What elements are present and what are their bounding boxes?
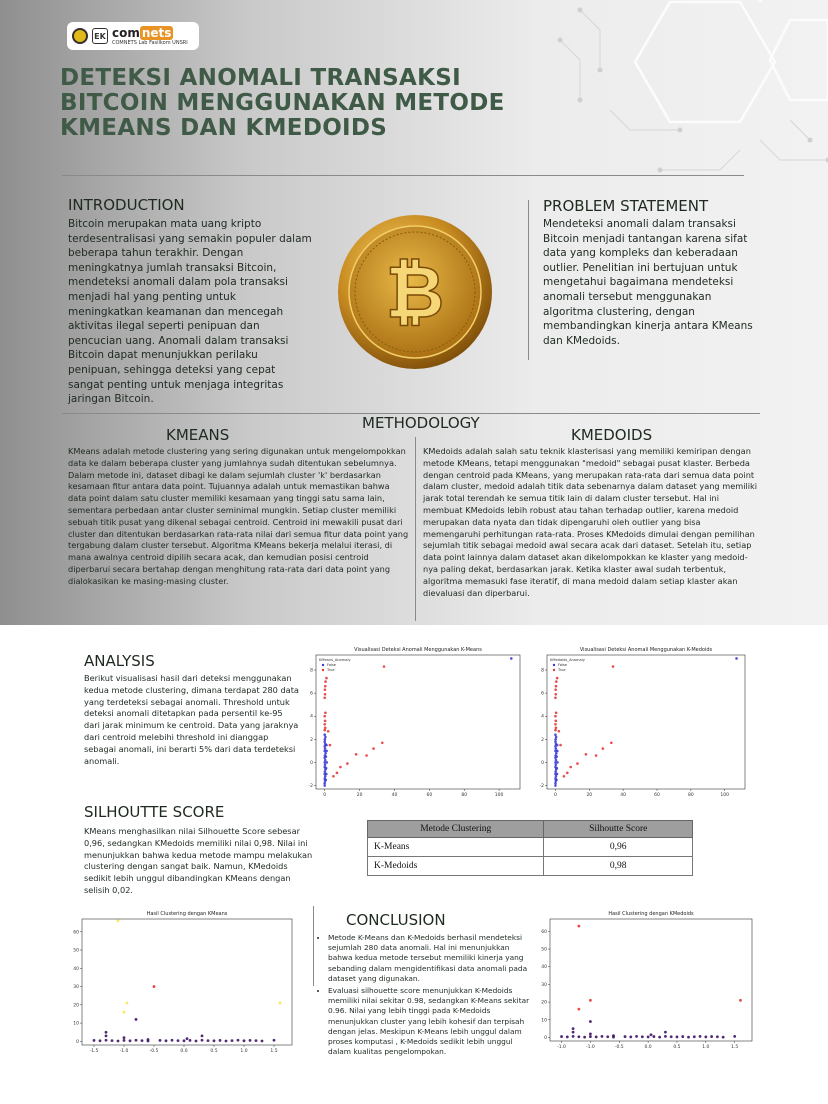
- legend-marker: [553, 664, 555, 666]
- data-point: [324, 680, 327, 683]
- data-point: [249, 1039, 252, 1042]
- data-point: [117, 1040, 120, 1043]
- data-point: [739, 999, 742, 1002]
- x-tick-label: 20: [586, 793, 593, 798]
- data-point: [576, 762, 579, 765]
- data-point: [129, 1039, 132, 1042]
- data-point: [325, 773, 328, 776]
- y-tick-label: 6: [310, 691, 313, 697]
- data-point: [556, 750, 559, 753]
- data-point: [555, 752, 558, 755]
- data-point: [123, 1039, 126, 1042]
- data-point: [324, 736, 327, 739]
- data-point: [664, 1035, 667, 1038]
- y-tick-label: -2: [539, 784, 544, 790]
- data-point: [556, 744, 559, 747]
- x-tick-label: -0.5: [614, 1045, 624, 1050]
- data-point: [563, 775, 566, 778]
- data-point: [325, 767, 328, 770]
- data-point: [126, 1002, 129, 1005]
- data-point: [710, 1035, 713, 1038]
- data-point: [555, 755, 558, 758]
- data-point: [589, 1035, 592, 1038]
- data-point: [602, 747, 605, 750]
- y-tick-label: 10: [541, 1018, 547, 1024]
- y-tick-label: 50: [541, 947, 547, 953]
- data-point: [629, 1036, 632, 1039]
- table-header-score: Silhoutte Score: [544, 821, 693, 838]
- data-point: [325, 677, 328, 680]
- plot-frame: [547, 655, 745, 789]
- legend-label: False: [327, 663, 337, 667]
- kmeans-cluster-chart: [68, 909, 298, 1059]
- hexagon-decoration: [540, 0, 828, 180]
- data-point: [716, 1035, 719, 1038]
- data-point: [201, 1034, 204, 1037]
- plot-frame: [550, 919, 752, 1041]
- brand-name: com nets: [112, 26, 172, 40]
- data-point: [555, 736, 558, 739]
- data-point: [554, 770, 557, 773]
- y-tick-label: -2: [308, 784, 313, 790]
- data-point: [141, 1039, 144, 1042]
- kmeans-heading: KMEANS: [166, 426, 230, 444]
- y-tick-label: 0: [544, 1035, 547, 1041]
- kmedoids-text: KMedoids adalah salah satu teknik klasterisasi yang memiliki kemiripan dengan metode KMeans, tetapi menggunakan "medoid" sebagai pusat klaster. Berbeda dengan centroid pada KMeans, yang merupakan rata-rata dari semua data point dalam cluster, medoid adalah titik data sebenarnya dalam dataset yang memiliki jarak total terendah ke semua titik lain di dalam cluster tersebut. Hal ini membuat KMedoids lebih robust atau tahan terhadap outlier, karena medoid merupakan data nyata dan tidak dipengaruhi oleh outlier yang bisa memengaruhi perhitungan rata-rata. Proses KMedoids dimulai dengan pemilihan sejumlah titik sebagai medoid awal secara acak dari dataset. Setelah itu, setiap data point lainnya dalam dataset akan dikelompokkan ke klaster yang medoid-nya paling dekat, berdasarkan jarak. Ketika klaster awal sudah terbentuk, algoritma memasuki fase iteratif, di mana medoid dalam setiap klaster akan dievaluasi dan diperbarui.: [423, 446, 758, 598]
- data-point: [601, 1035, 604, 1038]
- chart-title: Hasil Clustering dengan KMeans: [146, 911, 228, 917]
- y-tick-label: 50: [73, 948, 79, 954]
- university-seal-icon: [72, 28, 88, 44]
- conclusion-divider: [313, 906, 314, 986]
- data-point: [658, 1036, 661, 1039]
- data-point: [681, 1035, 684, 1038]
- table-cell-method: K-Means: [368, 838, 544, 857]
- data-point: [237, 1039, 240, 1042]
- data-point: [105, 1034, 108, 1037]
- data-point: [323, 784, 326, 787]
- y-tick-label: 10: [73, 1021, 79, 1027]
- kmedoids-cluster-chart: [536, 909, 758, 1055]
- data-point: [693, 1035, 696, 1038]
- data-point: [555, 747, 558, 750]
- data-point: [555, 775, 558, 778]
- data-point: [722, 1036, 725, 1039]
- table-cell-method: K-Medoids: [368, 857, 544, 876]
- data-point: [324, 711, 327, 714]
- list-item: • Evaluasi silhouette score menunjukkan K-Medoids memiliki nilai sekitar 0.98, sedangkan K-Means sekitar 0.96. Nilai yang lebih tinggi pada K-Medoids menunjukkan cluster yang lebih kohesif dan terpisah dengan jelas. Meskipun K-Means lebih unggul dalam proses komputasi , K-Medoids sedikit lebih unggul dalam kualitas pengelompokan.: [328, 986, 530, 1057]
- data-point: [554, 733, 557, 736]
- data-point: [195, 1040, 198, 1043]
- data-point: [566, 1036, 569, 1039]
- x-tick-label: 1.0: [240, 1049, 248, 1054]
- introduction-heading: INTRODUCTION: [68, 196, 185, 214]
- x-tick-label: 0: [554, 793, 557, 798]
- poster-title: DETEKSI ANOMALI TRANSAKSI BITCOIN MENGGUNAKAN METODE KMEANS DAN KMEDOIDS: [60, 65, 505, 141]
- bitcoin-coin-icon: [336, 213, 494, 371]
- table-header-row: [368, 821, 693, 838]
- x-tick-label: 100: [720, 793, 729, 798]
- legend-marker: [322, 664, 324, 666]
- x-tick-label: 0: [323, 793, 327, 798]
- x-tick-label: 1.0: [702, 1045, 710, 1050]
- y-tick-label: 20: [541, 1000, 547, 1006]
- data-point: [279, 1002, 282, 1005]
- x-tick-label: 60: [654, 793, 660, 798]
- plot-frame: [82, 919, 292, 1045]
- data-point: [556, 773, 559, 776]
- data-point: [165, 1039, 168, 1042]
- legend-label: True: [558, 668, 566, 672]
- problem-divider: [528, 200, 529, 360]
- data-point: [554, 784, 557, 787]
- x-tick-label: 0.5: [673, 1045, 681, 1050]
- data-point: [105, 1031, 108, 1034]
- data-point: [355, 753, 358, 756]
- problem-heading: PROBLEM STATEMENT: [543, 197, 709, 215]
- x-tick-label: -0.5: [149, 1049, 159, 1054]
- data-point: [372, 747, 375, 750]
- kmedoids-heading: KMEDOIDS: [571, 426, 653, 444]
- data-point: [153, 985, 156, 988]
- plot-frame: [316, 655, 520, 789]
- data-point: [559, 744, 562, 747]
- data-point: [647, 1036, 650, 1039]
- data-point: [555, 726, 558, 729]
- data-point: [664, 1031, 667, 1034]
- data-point: [323, 729, 326, 732]
- data-point: [243, 1039, 246, 1042]
- data-point: [324, 693, 327, 696]
- analysis-text: Berikut visualisasi hasil dari deteksi menggunakan kedua metode clustering, dimana terdapat 280 data yang terdeteksi sebagai anomali. Threshold untuk deteksi anomali ditetapkan pada persentil ke-95 dari jarak minimum ke centroid. Data yang jaraknya dari centroid melebihi threshold ini dianggap sebagai anomali, ini berarti 5% dari data terdeteksi anomali.: [84, 673, 299, 766]
- data-point: [554, 688, 557, 691]
- data-point: [123, 1036, 126, 1039]
- x-tick-label: 0.0: [644, 1045, 652, 1050]
- legend-marker: [553, 669, 555, 671]
- data-point: [704, 1036, 707, 1039]
- data-point: [555, 685, 558, 688]
- y-tick-label: 2: [310, 737, 313, 743]
- methodology-heading: METHODOLOGY: [362, 414, 480, 432]
- data-point: [733, 1035, 736, 1038]
- x-tick-label: 0.5: [210, 1049, 218, 1054]
- data-point: [572, 1035, 575, 1038]
- data-point: [555, 711, 558, 714]
- lab-logo: [67, 22, 199, 50]
- data-point: [641, 1035, 644, 1038]
- data-point: [324, 747, 327, 750]
- x-tick-label: 100: [494, 793, 504, 798]
- y-tick-label: 0: [310, 760, 313, 766]
- title-divider: [62, 175, 744, 176]
- data-point: [323, 723, 326, 726]
- data-point: [324, 752, 327, 755]
- table-row: [368, 857, 693, 876]
- data-point: [510, 657, 513, 660]
- problem-text: Mendeteksi anomali dalam transaksi Bitcoin menjadi tantangan karena sifat data yang kompleks dan keberadaan outlier. Penelitian ini bertujuan untuk mengetahui bagaimana mendeteksi anomali tersebut menggunakan algoritma clustering, dengan membandingkan kinerja antara KMeans dan KMedoids.: [543, 218, 753, 347]
- data-point: [556, 677, 559, 680]
- data-point: [219, 1039, 222, 1042]
- data-point: [231, 1039, 234, 1042]
- brand-subtitle: COMNETS Lab Fasilkom UNSRI: [112, 40, 188, 46]
- data-point: [558, 730, 561, 733]
- x-tick-label: -1.0: [586, 1045, 595, 1050]
- data-point: [255, 1039, 258, 1042]
- y-tick-label: 4: [310, 714, 313, 720]
- data-point: [577, 1035, 580, 1038]
- x-tick-label: -1.0: [557, 1045, 566, 1050]
- data-point: [569, 766, 572, 769]
- data-point: [554, 715, 557, 718]
- data-point: [566, 772, 569, 775]
- analysis-heading: ANALYSIS: [84, 652, 155, 670]
- data-point: [555, 763, 558, 766]
- data-point: [554, 723, 557, 726]
- data-point: [589, 999, 592, 1002]
- data-point: [105, 1039, 108, 1042]
- data-point: [589, 1020, 592, 1023]
- methodology-column-divider: [415, 437, 416, 621]
- data-point: [555, 693, 558, 696]
- data-point: [147, 1038, 150, 1041]
- data-point: [676, 1036, 679, 1039]
- data-point: [652, 1035, 655, 1038]
- data-point: [201, 1039, 204, 1042]
- faculty-seal-icon: EK: [92, 28, 108, 44]
- data-point: [735, 657, 738, 660]
- x-tick-label: 40: [391, 793, 398, 798]
- data-point: [595, 754, 598, 757]
- data-point: [325, 755, 328, 758]
- data-point: [135, 1039, 138, 1042]
- data-point: [123, 1011, 126, 1014]
- y-tick-label: 2: [541, 737, 544, 743]
- y-tick-label: 8: [541, 668, 544, 674]
- x-tick-label: 80: [687, 793, 694, 798]
- y-tick-label: 60: [73, 930, 79, 936]
- data-point: [687, 1036, 690, 1039]
- data-point: [699, 1035, 702, 1038]
- y-tick-label: 30: [73, 985, 79, 991]
- data-point: [323, 740, 326, 743]
- y-tick-label: 60: [541, 929, 547, 935]
- data-point: [159, 1039, 162, 1042]
- data-point: [213, 1039, 216, 1042]
- data-point: [99, 1039, 102, 1042]
- data-point: [606, 1035, 609, 1038]
- data-point: [324, 775, 327, 778]
- data-point: [383, 665, 386, 668]
- x-tick-label: 1.5: [731, 1045, 739, 1050]
- data-point: [336, 772, 339, 775]
- data-point: [329, 744, 332, 747]
- table-header-method: Metode Clustering: [368, 821, 544, 838]
- data-point: [324, 685, 327, 688]
- data-point: [583, 1036, 586, 1039]
- data-point: [261, 1040, 264, 1043]
- introduction-text: Bitcoin merupakan mata uang kripto terdesentralisasi yang semakin populer dalam beberapa tahun terakhir. Dengan meningkatnya jumlah transaksi Bitcoin, mendeteksi anomali dalam pola transaksi menjadi hal yang penting untuk meningkatkan keamanan dan mencegah aktivitas ilegal seperti penipuan dan pencucian uang. Anomali dalam transaksi Bitcoin dapat menunjukkan perilaku penipuan, sehingga deteksi yang cepat sangat penting untuk menjaga integritas jaringan Bitcoin.: [68, 218, 312, 406]
- data-point: [323, 733, 326, 736]
- data-point: [327, 730, 330, 733]
- data-point: [610, 741, 613, 744]
- data-point: [171, 1039, 174, 1042]
- data-point: [324, 763, 327, 766]
- data-point: [324, 738, 327, 741]
- table-cell-score: 0,98: [544, 857, 693, 876]
- y-tick-label: 8: [310, 668, 313, 674]
- x-tick-label: 0.0: [180, 1049, 188, 1054]
- chart-title: Visualisasi Deteksi Anomali Menggunakan K-Means: [354, 647, 482, 653]
- data-point: [670, 1035, 673, 1038]
- y-tick-label: 20: [73, 1003, 79, 1009]
- data-point: [332, 775, 335, 778]
- data-point: [323, 782, 326, 785]
- y-tick-label: 30: [541, 982, 547, 988]
- x-tick-label: 20: [356, 793, 363, 798]
- x-tick-label: 1.5: [270, 1049, 278, 1054]
- y-tick-label: 40: [73, 966, 79, 972]
- data-point: [381, 741, 384, 744]
- data-point: [177, 1039, 180, 1042]
- table-row: [368, 838, 693, 857]
- data-point: [555, 778, 558, 781]
- x-tick-label: -1.5: [89, 1049, 99, 1054]
- data-point: [554, 740, 557, 743]
- data-point: [117, 919, 120, 922]
- data-point: [555, 680, 558, 683]
- data-point: [186, 1037, 189, 1040]
- y-tick-label: 4: [541, 714, 544, 720]
- data-point: [585, 753, 588, 756]
- data-point: [183, 1039, 186, 1042]
- data-point: [324, 778, 327, 781]
- data-point: [650, 1033, 653, 1036]
- data-point: [555, 720, 558, 723]
- legend-label: True: [327, 668, 335, 672]
- kmeans-text: KMeans adalah metode clustering yang sering digunakan untuk mengelompokkan data ke dalam beberapa cluster yang jumlahnya sudah ditentukan sebelumnya. Dalam metode ini, dataset dibagi ke dalam sejumlah cluster 'k' berdasarkan kesamaan fitur antara data point. Tujuannya adalah untuk memastikan bahwa data point dalam satu cluster memiliki kesamaan yang tinggi satu sama lain, sementara perbedaan antar cluster seminimal mungkin. Setiap cluster memiliki sebuah titik pusat yang dikenal sebagai centroid. Centroid ini mewakili pusat dari cluster dan ditentukan berdasarkan rata-rata nilai dari semua fitur data point yang tergabung dalam cluster tersebut. Algoritma KMeans bekerja melalui iterasi, di mana awalnya centroid dipilih secara acak, dan kemudian posisi centroid diperbarui secara bertahap dengan menghitung rata-rata dari data point yang dialokasikan ke masing-masing cluster.: [68, 446, 409, 586]
- silhouette-table: [367, 820, 693, 876]
- data-point: [560, 1035, 563, 1038]
- data-point: [612, 665, 615, 668]
- svg-text:₿: ₿: [385, 250, 445, 334]
- data-point: [365, 754, 368, 757]
- legend-title: KMedoids_Anomaly: [550, 658, 585, 662]
- silhouette-text: KMeans menghasilkan nilai Silhouette Score sebesar 0,96, sedangkan KMedoids memiliki nilai 0,98. Nilai ini menunjukkan bahwa kedua metode mampu melakukan clustering dengan sangat baik. Namun, KMedoids sedikit lebih unggul dibandingkan KMeans dengan selisih 0,02.: [84, 826, 313, 895]
- chart-title: Hasil Clustering dengan KMedoids: [608, 911, 694, 917]
- data-point: [554, 782, 557, 785]
- data-point: [324, 688, 327, 691]
- y-tick-label: 40: [541, 965, 547, 971]
- data-point: [635, 1035, 638, 1038]
- y-tick-label: 6: [541, 691, 544, 697]
- data-point: [556, 767, 559, 770]
- legend-marker: [322, 669, 324, 671]
- data-point: [554, 729, 557, 732]
- y-tick-label: 0: [76, 1039, 79, 1045]
- legend-label: False: [558, 663, 568, 667]
- data-point: [339, 766, 342, 769]
- data-point: [554, 738, 557, 741]
- conclusion-heading: CONCLUSION: [346, 911, 446, 929]
- lab-brand: [112, 26, 188, 46]
- data-point: [577, 925, 580, 928]
- data-point: [324, 720, 327, 723]
- data-point: [225, 1040, 228, 1043]
- data-point: [111, 1039, 114, 1042]
- kmeans-anomaly-chart: [300, 643, 528, 803]
- kmedoids-anomaly-chart: [533, 643, 753, 803]
- data-point: [324, 759, 327, 762]
- data-point: [323, 715, 326, 718]
- data-point: [207, 1039, 210, 1042]
- data-point: [93, 1039, 96, 1042]
- data-point: [572, 1027, 575, 1030]
- conclusion-list: [318, 933, 530, 1059]
- data-point: [595, 1036, 598, 1039]
- data-point: [325, 750, 328, 753]
- data-point: [572, 1031, 575, 1034]
- data-point: [273, 1039, 276, 1042]
- x-tick-label: 80: [461, 793, 468, 798]
- data-point: [325, 744, 328, 747]
- data-point: [323, 696, 326, 699]
- data-point: [556, 761, 559, 764]
- data-point: [324, 770, 327, 773]
- data-point: [189, 1039, 192, 1042]
- legend-title: KMeans_Anomaly: [319, 658, 351, 662]
- x-tick-label: 40: [620, 793, 627, 798]
- data-point: [589, 1033, 592, 1036]
- y-tick-label: 0: [541, 760, 544, 766]
- data-point: [612, 1034, 615, 1037]
- x-tick-label: -1.0: [119, 1049, 129, 1054]
- silhouette-heading: SILHOUTTE SCORE: [84, 803, 225, 821]
- data-point: [555, 759, 558, 762]
- data-point: [624, 1035, 627, 1038]
- x-tick-label: 60: [426, 793, 433, 798]
- data-point: [326, 761, 329, 764]
- data-point: [577, 1008, 580, 1011]
- data-point: [346, 762, 349, 765]
- data-point: [324, 726, 327, 729]
- list-item: • Metode K-Means dan K-Medoids berhasil mendeteksi sejumlah 280 data anomali. Hal ini menunjukkan bahwa kedua metode tersebut memiliki kinerja yang sebanding dalam mengidentifikasi data anomali pada dataset yang digunakan.: [328, 933, 530, 984]
- table-cell-score: 0,96: [544, 838, 693, 857]
- chart-title: Visualisasi Deteksi Anomali Menggunakan K-Medoids: [579, 647, 713, 653]
- data-point: [135, 1018, 138, 1021]
- data-point: [554, 696, 557, 699]
